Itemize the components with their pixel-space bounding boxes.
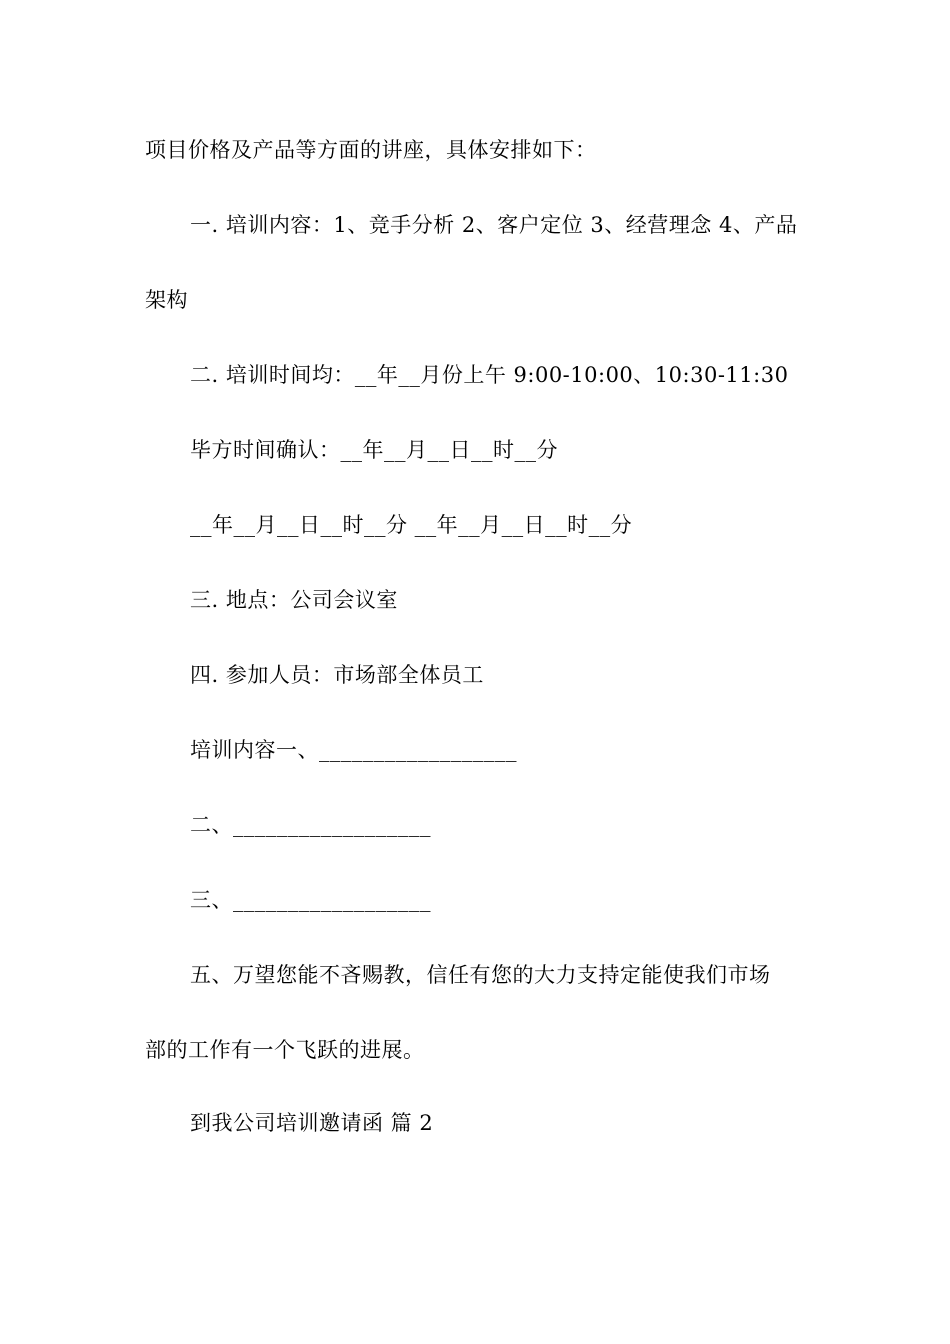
closing-paragraph: 五、万望您能不吝赐教，信任有您的大力支持定能使我们市场 bbox=[190, 963, 771, 987]
time-confirmation-blanks: __年__月__日__时__分 __年__月__日__时__分 bbox=[190, 513, 633, 537]
training-content-blank-1: 培训内容一、__________________ bbox=[190, 738, 517, 762]
training-content-blank-2: 二、__________________ bbox=[190, 813, 431, 837]
closing-paragraph-wrap: 部的工作有一个飞跃的进展。 bbox=[145, 1038, 425, 1062]
section-heading: 到我公司培训邀请函 篇 2 bbox=[190, 1111, 434, 1135]
training-content-item: 一. 培训内容：1、竞手分析 2、客户定位 3、经营理念 4、产品 bbox=[190, 213, 798, 237]
training-content-blank-3: 三、__________________ bbox=[190, 888, 431, 912]
time-confirmation-line: 毕方时间确认：__年__月__日__时__分 bbox=[190, 438, 558, 462]
training-time-item: 二. 培训时间均：__年__月份上午 9:00-10:00、10:30-11:30 bbox=[190, 363, 789, 387]
participants-item: 四. 参加人员：市场部全体员工 bbox=[190, 663, 484, 687]
paragraph-intro-continuation: 项目价格及产品等方面的讲座，具体安排如下： bbox=[145, 138, 597, 162]
location-item: 三. 地点：公司会议室 bbox=[190, 588, 398, 612]
training-content-item-wrap: 架构 bbox=[145, 288, 188, 312]
